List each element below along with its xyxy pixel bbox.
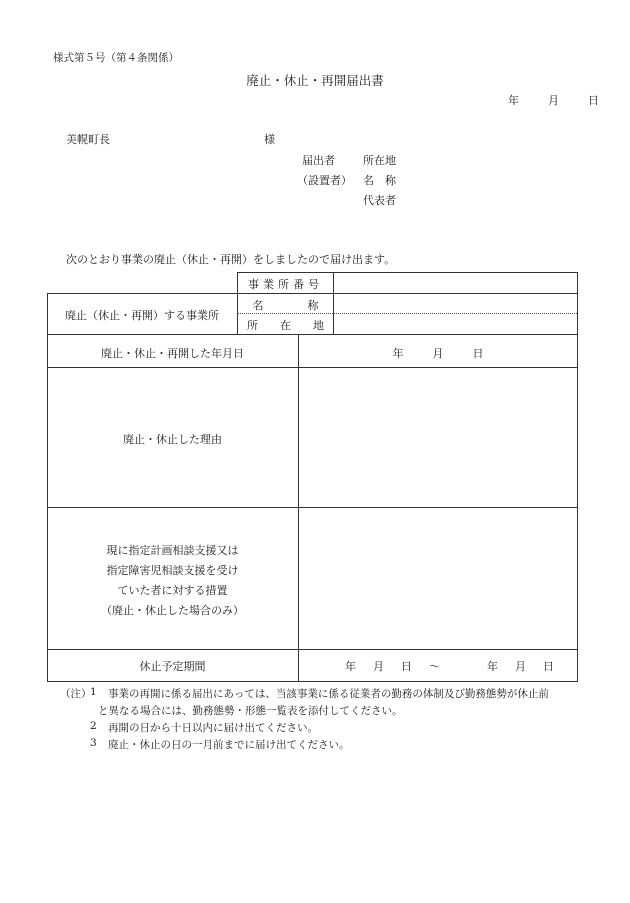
period-start-day: 日 (401, 660, 412, 673)
measures-label-line: 指定障害児相談支援を受け (106, 564, 239, 577)
suspension-period-value (345, 658, 554, 674)
note-number: 3 (90, 737, 97, 749)
period-start-month: 月 (373, 660, 384, 673)
date-value-year: 年 (392, 347, 404, 360)
applicant-role: 届出者 (302, 154, 335, 167)
date-value-day: 日 (472, 347, 484, 360)
note-number: 2 (90, 720, 97, 732)
addressee: 美幌町長 (66, 133, 110, 146)
form-number: 様式第５号（第４条関係） (53, 52, 179, 64)
note-text: 廃止・休止の日の一月前までに届け出てください。 (108, 739, 350, 751)
measures-label-line: 現に指定計画相談支援又は (106, 544, 239, 557)
date-value-month: 月 (432, 347, 444, 360)
period-tilde: ～ (429, 660, 440, 673)
office-address-label: 所 在 地 (247, 319, 324, 332)
note-number: 1 (90, 686, 97, 698)
date-day: 日 (588, 94, 599, 107)
date-label: 廃止・休止・再開した年月日 (101, 347, 244, 360)
measures-label-line: ていた者に対する措置 (117, 584, 228, 597)
notes-prefix: （注） (60, 688, 92, 700)
note-text: 再開の日から十日以内に届け出てください。 (108, 722, 318, 734)
measures-label-line: （廃止・休止した場合のみ） (101, 604, 244, 617)
office-name-label: 名 称 (252, 299, 319, 312)
office-label: 廃止（休止・再開）する事業所 (65, 309, 219, 322)
office-number-label: 事業所番号 (248, 278, 323, 291)
intro-statement: 次のとおり事業の廃止（休止・再開）をしましたので届け出ます。 (66, 253, 396, 266)
reason-label: 廃止・休止した理由 (123, 433, 222, 446)
date-year: 年 (508, 94, 519, 107)
period-start-year: 年 (345, 660, 356, 673)
document-title: 廃止・休止・再開届出書 (246, 73, 384, 88)
installer-role: （設置者） (297, 174, 352, 187)
period-end-year: 年 (487, 660, 498, 673)
applicant-representative-label: 代表者 (363, 194, 396, 207)
suspension-period-label: 休止予定期間 (139, 660, 206, 673)
measures-label (47, 541, 298, 621)
applicant-name-label: 名 称 (363, 174, 396, 187)
note-text: と異なる場合には、勤務態勢・形態一覧表を添付してください。 (98, 705, 403, 717)
submission-date (508, 92, 599, 108)
period-end-month: 月 (515, 660, 526, 673)
date-value (298, 345, 578, 361)
applicant-address-label: 所在地 (363, 154, 396, 167)
date-month: 月 (548, 94, 559, 107)
note-text: 事業の再開に係る届出にあっては、当該事業に係る従業者の勤務の体制及び勤務態勢が休止前 (108, 688, 549, 700)
honorific: 様 (264, 133, 275, 146)
period-end-day: 日 (543, 660, 554, 673)
